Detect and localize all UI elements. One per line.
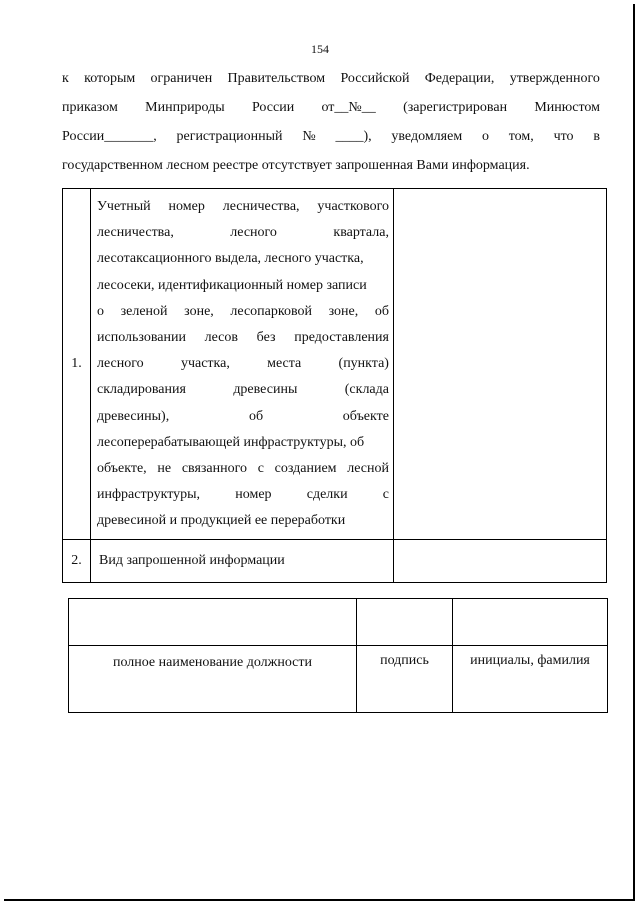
word: (пункта) [338,356,389,372]
word: не [157,461,172,477]
text-line [97,299,389,325]
word: предоставления [294,330,389,346]
word: участка, [180,356,230,372]
info-table [62,188,607,583]
row-number: 1. [63,189,91,540]
row-value [394,189,607,540]
word: места [267,356,302,372]
word: Минюстом [534,100,600,115]
position-blank [69,599,357,646]
word: номер [168,199,205,214]
name-blank [453,599,608,646]
word: зоне, [328,303,359,319]
word: об [374,303,389,319]
page-number: 154 [311,42,329,56]
word: о [481,129,489,144]
text-line [62,64,600,93]
row-number: 2. [63,539,91,582]
word: без [256,330,276,346]
word: лесной [347,461,389,477]
word: созданием [274,461,337,477]
word: приказом [62,100,118,115]
table-row [63,539,607,582]
word: № [302,129,316,144]
word: лесов [204,330,238,346]
word: лесничества, [222,199,300,214]
text-line [97,377,389,403]
word: лесного [97,356,144,372]
text-line [97,456,389,482]
word: лесничества, [97,225,174,241]
word: ограничен [150,71,213,86]
word: использовании [97,330,186,346]
text-line [97,220,389,246]
word: России_______, [62,129,157,144]
text-line [97,194,389,220]
text-line [97,404,389,430]
word: лесопарковой [230,303,312,319]
word: регистрационный [176,129,283,144]
word: (зарегистрирован [403,100,508,115]
word: (склада [344,382,389,398]
word: Правительством [227,71,326,86]
position-label: полное наименование должности [69,646,357,713]
word: в [593,129,600,144]
word: об [248,408,264,424]
word: уведомляем [391,129,463,144]
word: к [62,71,69,86]
table-row [63,189,607,540]
name-label: инициалы, фамилия [453,646,608,713]
word: о [97,303,104,319]
word: том, [508,129,534,144]
word: Учетный [97,199,151,214]
word: от__№__ [321,100,376,115]
word: утвержденного [509,71,600,86]
word: которым [84,71,136,86]
word: Федерации, [424,71,495,86]
word: ____), [335,129,372,144]
text-line: лесотаксационного выдела, лесного участка, [97,251,364,267]
text-line [97,482,389,508]
word: древесины), [97,408,170,424]
word: участкового [317,199,389,214]
text-line: государственном лесном реестре отсутствует запрошенная Вами информация. [62,158,530,173]
text-line: древесиной и продукцией ее переработки [97,513,346,529]
word: древесины [233,382,298,398]
row-description [91,539,394,582]
row-value [394,539,607,582]
word: с [257,461,264,477]
word: зеленой [120,303,168,319]
row-description [91,189,394,540]
word: объекте, [97,461,147,477]
text-line: лесоперерабатывающей инфраструктуры, об [97,434,365,450]
word: сделки [306,487,348,503]
word: складирования [97,382,186,398]
word: Минприроды [145,100,225,115]
text-line [97,351,389,377]
word: лесного [230,225,277,241]
word: номер [235,487,272,503]
word: квартала, [333,225,389,241]
word: связанного [181,461,248,477]
text-line [97,325,389,351]
word: России [251,100,295,115]
signature-blank [357,599,453,646]
signature-table [68,598,608,713]
word: объекте [342,408,389,424]
word: инфраструктуры, [97,487,201,503]
signature-label: подпись [357,646,453,713]
intro-paragraph [62,64,600,180]
word: с [382,487,389,503]
word: что [553,129,574,144]
signature-label-row [69,646,608,713]
word: Российской [340,71,410,86]
signature-blank-row [69,599,608,646]
text-line: Вид запрошенной информации [99,552,285,568]
text-line: лесосеки, идентификационный номер записи [97,277,367,293]
word: зоне, [184,303,214,319]
text-line [62,93,600,122]
text-line [62,122,600,151]
